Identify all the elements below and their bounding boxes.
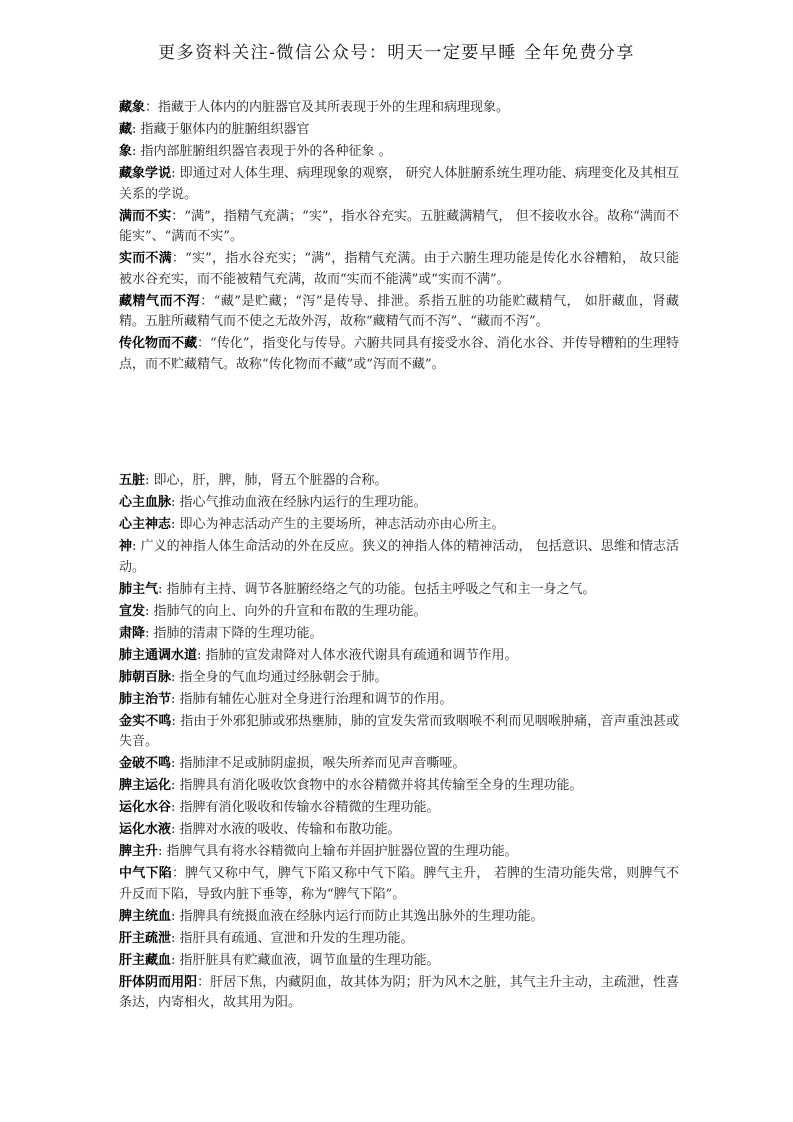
- term-label: 肝体阴而用阳: [119, 974, 198, 990]
- definition-entry: [119, 842, 679, 863]
- term-label: 实而不满: [119, 251, 172, 266]
- page-header: 更多资料关注-微信公众号：明天一定要早睡 全年免费分享: [158, 43, 635, 63]
- term-label: 心主血脉: [119, 495, 172, 510]
- term-label: 肺主治节: [119, 691, 172, 707]
- term-label: 神: [119, 539, 133, 554]
- definition-entry: [119, 690, 679, 711]
- term-label: 运化水液: [119, 822, 172, 837]
- separator: ：: [197, 336, 211, 351]
- term-label: 藏精气而不泻: [119, 293, 201, 309]
- definition-entry: [119, 907, 679, 928]
- separator: :: [171, 166, 180, 181]
- definition-entry: [119, 798, 679, 819]
- definition-entry: [119, 292, 679, 333]
- term-label: 肝主疏泄: [119, 930, 172, 946]
- separator: ：: [171, 866, 186, 881]
- separator: :: [171, 800, 180, 815]
- definition-entry: [119, 98, 679, 119]
- term-label: 肃降: [119, 625, 146, 641]
- term-label: 脾主升: [119, 844, 159, 859]
- term-label: 心主神志: [119, 517, 172, 532]
- separator: ：: [171, 208, 185, 224]
- separator: :: [158, 844, 167, 859]
- definition-text: 即心为神志活动产生的主要场所，神志活动亦由心所主。: [179, 517, 505, 532]
- definition-entry: [119, 754, 679, 775]
- definition-text: 指肺气的向上、向外的升宣和布散的生理功能。: [153, 603, 427, 619]
- definition-entry: [119, 120, 679, 141]
- separator: :: [171, 691, 180, 707]
- definition-entry: [119, 668, 679, 689]
- definition-entry: [119, 929, 679, 950]
- term-label: 脾主统血: [119, 908, 172, 924]
- definition-text: 脾气又称中气，脾气下陷又称中气下陷。脾气主升， 若脾的生清功能失常，则脾气不升反而下陷，导致内脏下垂等，称为“脾气下陷”。: [119, 866, 679, 902]
- section-wuzang: [119, 471, 679, 1015]
- term-label: 藏: [119, 122, 133, 137]
- definition-entry: [119, 712, 679, 753]
- definition-text: 指藏于躯体内的脏腑组织器官: [140, 122, 310, 137]
- definition-text: “传化”，指变化与传导。六腑共同具有接受水谷、消化水谷、并传导糟粕的生理特点，而不贮藏精气。故称“传化物而不藏”或“泻而不藏”。: [119, 336, 679, 372]
- definition-text: 广义的神指人体生命活动的外在反应。狭义的神指人体的精神活动， 包括意识、思维和情志活动。: [119, 539, 679, 575]
- definition-entry: [119, 776, 679, 797]
- term-label: 藏象学说: [119, 166, 172, 181]
- definition-entry: [119, 602, 679, 623]
- definition-text: 指肺津不足或肺阴虚损，喉失所养而见声音嘶哑。: [179, 756, 466, 771]
- separator: :: [171, 822, 180, 837]
- definition-text: “满”，指精气充满；“实”，指水谷充实。五脏藏满精气， 但不接收水谷。故称“满而不能实”、“满而不实”。: [119, 208, 679, 244]
- definition-text: 指全身的气血均通过经脉朝会于肺。: [179, 669, 388, 685]
- definition-text: 指肝具有疏通、宣泄和升发的生理功能。: [179, 930, 414, 946]
- separator: :: [171, 495, 180, 510]
- separator: ：: [197, 974, 211, 990]
- definition-text: “藏”是贮藏；“泻”是传导、排泄。系指五脏的功能贮藏精气， 如肝藏血，肾藏精。五脏所藏精气而不使之无故外泻，故称“藏精气而不泻”、“藏而不泻”。: [119, 293, 679, 329]
- term-label: 脾主运化: [119, 778, 172, 793]
- term-label: 传化物而不藏: [119, 336, 198, 351]
- definition-entry: [119, 334, 679, 375]
- separator: :: [171, 669, 180, 685]
- separator: :: [171, 517, 180, 532]
- separator: :: [145, 625, 154, 641]
- definition-entry: [119, 624, 679, 645]
- separator: :: [158, 581, 167, 597]
- definition-text: 即通过对人体生理、病理现象的观察， 研究人体脏腑系统生理功能、病理变化及其相互关系的学说。: [119, 166, 679, 202]
- definition-text: 指内部脏腑组织器官表现于外的各种征象 。: [140, 144, 392, 159]
- definition-entry: [119, 471, 679, 492]
- separator: :: [171, 908, 180, 924]
- term-label: 运化水谷: [119, 800, 172, 815]
- term-label: 肺主通调水道: [119, 647, 198, 663]
- definition-text: 指脾具有统摄血液在经脉内运行而防止其逸出脉外的生理功能。: [179, 908, 544, 924]
- separator: :: [132, 539, 141, 554]
- separator: ：: [200, 293, 214, 309]
- separator: :: [197, 647, 206, 663]
- definition-entry: [119, 864, 679, 905]
- separator: :: [132, 122, 141, 137]
- separator: :: [171, 952, 180, 968]
- definition-entry: [119, 493, 679, 514]
- definition-text: 指肺的宣发肃降对人体水液代谢具有疏通和调节作用。: [205, 647, 518, 663]
- term-label: 满而不实: [119, 208, 172, 224]
- separator: ：: [171, 251, 186, 266]
- definition-text: 指脾具有消化吸收饮食物中的水谷精微并将其传输至全身的生理功能。: [179, 778, 583, 793]
- definition-text: “实”，指水谷充实；“满”，指精气充满。由于六腑生理功能是传化水谷糟粕， 故只能被水谷充实，而不能被精气充满，故而“实而不能满”或“实而不满”。: [119, 251, 679, 287]
- definition-entry: [119, 164, 679, 205]
- definition-entry: [119, 142, 679, 163]
- definition-entry: [119, 207, 679, 248]
- separator: ：: [145, 100, 159, 115]
- term-label: 金破不鸣: [119, 756, 172, 771]
- term-label: 金实不鸣: [119, 713, 172, 729]
- term-label: 五脏: [119, 473, 146, 488]
- definition-text: 指肝脏具有贮藏血液，调节血量的生理功能。: [179, 952, 440, 968]
- separator: :: [171, 713, 181, 729]
- term-label: 中气下陷: [119, 866, 172, 881]
- section-zangxiang: [119, 98, 679, 377]
- separator: :: [132, 144, 141, 159]
- separator: :: [145, 603, 154, 619]
- definition-text: 指肺有主持、调节各脏腑经络之气的功能。包括主呼吸之气和主一身之气。: [166, 581, 596, 597]
- term-label: 藏象: [119, 100, 146, 115]
- definition-entry: [119, 249, 679, 290]
- definition-text: 指脾气具有将水谷精微向上输布并固护脏器位置的生理功能。: [166, 844, 518, 859]
- definition-text: 指心气推动血液在经脉内运行的生理功能。: [179, 495, 427, 510]
- separator: :: [171, 778, 180, 793]
- separator: :: [171, 930, 180, 946]
- definition-entry: [119, 951, 679, 972]
- separator: :: [171, 756, 180, 771]
- definition-text: 指肺有辅佐心脏对全身进行治理和调节的作用。: [179, 691, 453, 707]
- definition-entry: [119, 580, 679, 601]
- definition-entry: [119, 973, 679, 1014]
- separator: :: [145, 473, 154, 488]
- definition-text: 指脾有消化吸收和传输水谷精微的生理功能。: [179, 800, 440, 815]
- definition-entry: [119, 820, 679, 841]
- definition-text: 指肺的清肃下降的生理功能。: [153, 625, 323, 641]
- term-label: 肺主气: [119, 581, 159, 597]
- term-label: 宣发: [119, 603, 146, 619]
- definition-text: 肝居下焦，内藏阴血，故其体为阴；肝为风木之脏，其气主升主动，主疏泄，性喜条达，内寄相火，故其用为阳。: [119, 974, 679, 1010]
- definition-text: 指脾对水液的吸收、传输和布散功能。: [179, 822, 401, 837]
- definition-entry: [119, 646, 679, 667]
- definition-text: 即心，肝，脾，肺，肾五个脏器的合称。: [153, 473, 388, 488]
- definition-entry: [119, 515, 679, 536]
- definition-text: 指藏于人体内的内脏器官及其所表现于外的生理和病理现象。: [158, 100, 510, 115]
- term-label: 肝主藏血: [119, 952, 172, 968]
- term-label: 肺朝百脉: [119, 669, 172, 685]
- definition-text: 指由于外邪犯肺或邪热壅肺，肺的宣发失常而致咽喉不利而见咽喉肿痛，音声重浊甚或失音。: [119, 713, 679, 749]
- definition-entry: [119, 537, 679, 578]
- term-label: 象: [119, 144, 133, 159]
